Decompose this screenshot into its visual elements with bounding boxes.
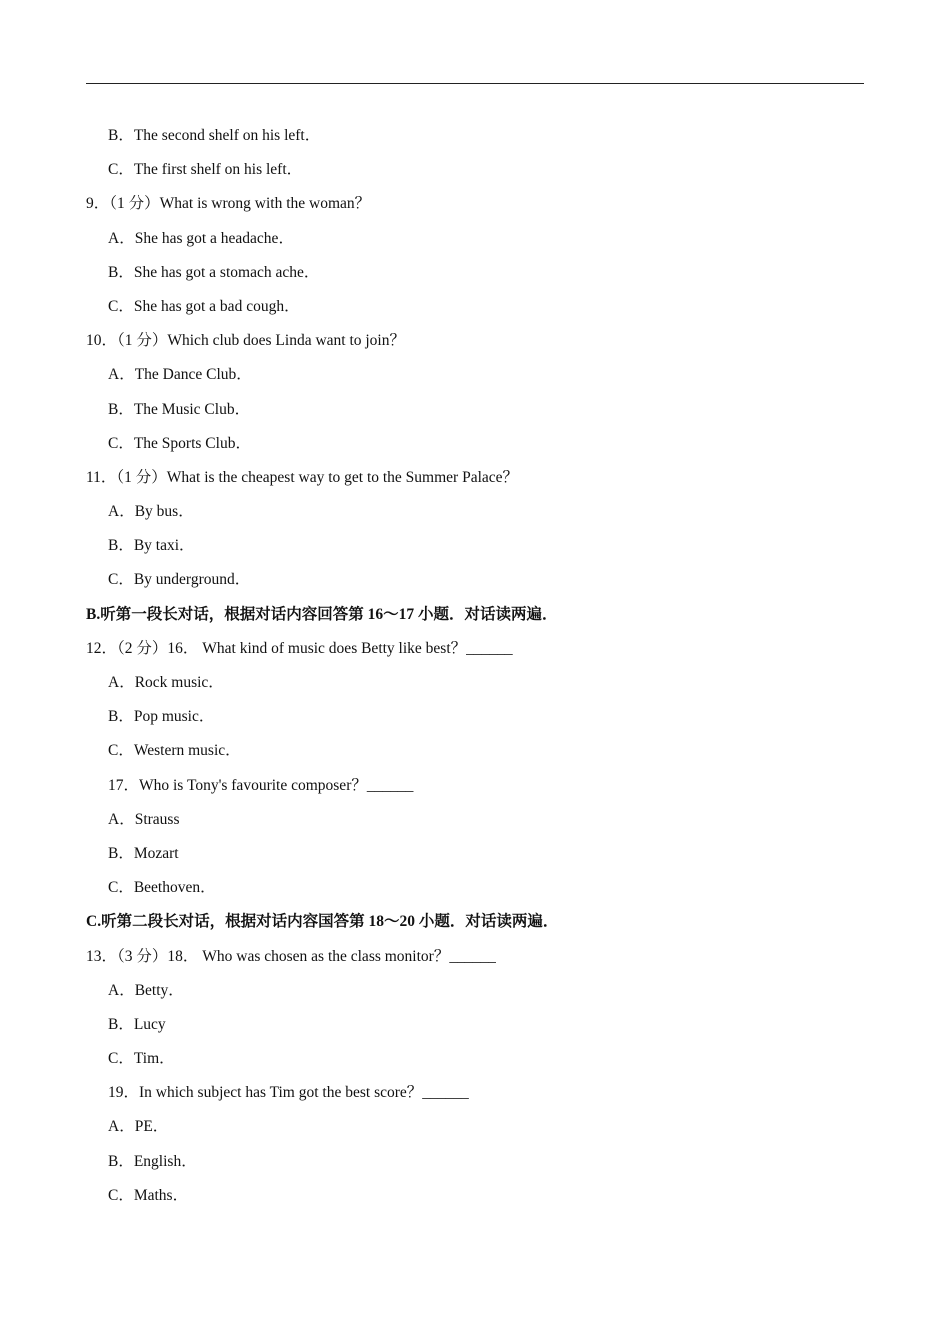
exam-content: [86, 119, 864, 1213]
answer-option: B．Mozart: [108, 844, 179, 862]
answer-option: B．The second shelf on his left．: [108, 127, 321, 144]
answer-option: B．She has got a stomach ache．: [108, 263, 320, 281]
answer-option: A．Strauss: [108, 810, 180, 828]
answer-option: B．The Music Club．: [108, 400, 251, 418]
answer-option: B．By taxi．: [108, 537, 195, 555]
section-heading: C.听第二段长对话，根据对话内容国答第 18～20 小题．对话读两遍．: [86, 913, 559, 931]
answer-option: A．Betty．: [108, 981, 184, 999]
answer-option: C．The Sports Club．: [108, 434, 251, 452]
question-text: 11．（1 分）What is the cheapest way to get to the Summer Palace？: [86, 468, 519, 486]
question-text: 10．（1 分）Which club does Linda want to join？: [86, 332, 405, 350]
answer-option: A．Rock music．: [108, 674, 224, 691]
question-text: 13．（3 分）18． Who was chosen as the class monitor？______: [86, 947, 496, 965]
answer-option: B．Pop music．: [108, 708, 215, 726]
answer-option: B．Lucy: [108, 1015, 166, 1033]
answer-option: A．PE．: [108, 1118, 169, 1136]
question-text: 9．（1 分）What is wrong with the woman？: [86, 195, 371, 213]
answer-option: C．The first shelf on his left．: [108, 161, 303, 179]
sub-question-text: 17．Who is Tony's favourite composer？______: [108, 776, 414, 794]
answer-option: A．The Dance Club．: [108, 366, 252, 384]
answer-option: C．Tim．: [108, 1050, 175, 1068]
answer-option: A．By bus．: [108, 503, 194, 521]
answer-option: C．She has got a bad cough．: [108, 297, 300, 315]
section-heading: B.听第一段长对话，根据对话内容回答第 16～17 小题．对话读两遍．: [86, 605, 558, 623]
answer-option: C．Western music．: [108, 742, 241, 760]
sub-question-text: 19．In which subject has Tim got the best score？______: [108, 1084, 469, 1102]
answer-option: C．Maths．: [108, 1186, 189, 1204]
header-rule: [86, 83, 864, 84]
answer-option: C．By underground．: [108, 571, 251, 589]
answer-option: C．Beethoven．: [108, 879, 216, 897]
answer-option: A．She has got a headache．: [108, 229, 294, 247]
answer-option: B．English．: [108, 1152, 197, 1170]
question-text: 12．（2 分）16． What kind of music does Betty like best？______: [86, 639, 513, 657]
